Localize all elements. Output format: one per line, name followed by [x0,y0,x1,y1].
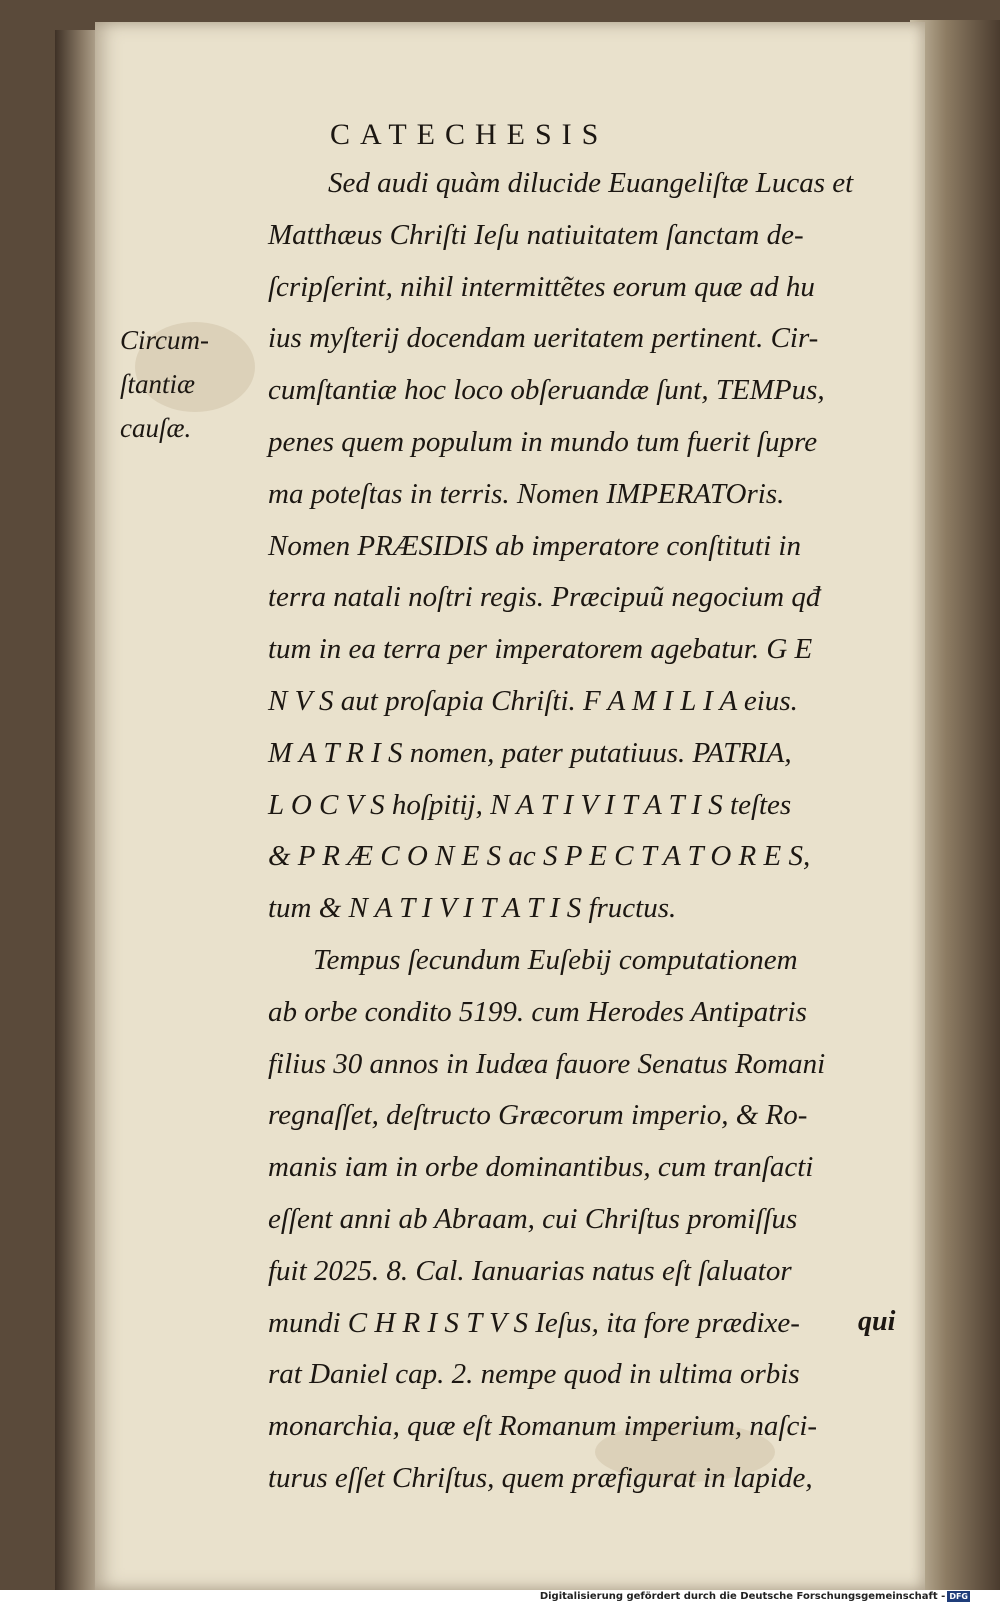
margin-note-line: cauſæ. [120,413,192,443]
book-edge-left [55,30,100,1590]
text-line: N V S aut proſapia Chriſti. F A M I L I A eius. [268,684,798,717]
text-line: ma poteſtas in terris. Nomen IMPERATOris. [268,477,785,510]
text-line: mundi C H R I S T V S Ieſus, ita fore prædixe- [268,1306,800,1339]
text-line: Nomen PRÆSIDIS ab imperatore conſtituti in [268,529,801,562]
text-line: regnaſſet, deſtructo Græcorum imperio, & Ro- [268,1099,808,1132]
text-line: eſſent anni ab Abraam, cui Chriſtus promiſſus [268,1202,798,1235]
dfg-logo-icon: DFG [949,1592,968,1601]
margin-note [120,318,260,450]
text-line: fuit 2025. 8. Cal. Ianuarias natus eſt ſaluator [268,1254,792,1287]
text-line: ius myſterij docendam ueritatem pertinent. Cir- [268,322,819,355]
margin-note-line: ſtantiæ [120,369,196,399]
catchword: qui [858,1306,896,1337]
text-line: rat Daniel cap. 2. nempe quod in ultima orbis [268,1358,800,1391]
text-line: cumſtantiæ hoc loco obſeruandæ ſunt, TEMPus, [268,374,825,407]
text-line: M A T R I S nomen, pater putatiuus. PATRIA, [268,736,792,769]
text-line: tum & N A T I V I T A T I S fructus. [268,892,677,925]
text-line: Sed audi quàm dilucide Euangeliſtæ Lucas et [328,167,854,199]
running-head: CATECHESIS [330,118,609,151]
text-line: Tempus ſecundum Euſebij computationem [313,943,798,976]
text-line: Matthæus Chriſti Ieſu natiuitatem ſanctam de- [268,218,804,251]
footer-credit [540,1591,970,1602]
margin-note-line: Circum- [120,325,209,355]
text-line: turus eſſet Chriſtus, quem præfigurat in lapide, [268,1461,813,1494]
body-text [268,158,928,1505]
text-line: L O C V S hoſpitij, N A T I V I T A T I S teſtes [268,788,792,821]
text-line: ab orbe condito 5199. cum Herodes Antipatris [268,995,807,1028]
text-line: manis iam in orbe dominantibus, cum tranſacti [268,1151,814,1184]
text-line: filius 30 annos in Iudæa fauore Senatus Romani [268,1047,826,1080]
text-line: ſcripſerint, nihil intermittẽtes eorum quæ ad hu [268,270,815,303]
text-line: terra natali noſtri regis. Præcipuũ negocium qđ [268,581,821,614]
text-line: penes quem populum in mundo tum fuerit ſupre [268,425,818,458]
text-line: tum in ea terra per imperatorem agebatur. G E [268,633,813,666]
text-line: & P R Æ C O N E S ac S P E C T A T O R E S, [268,840,811,873]
footer-credit-text: Digitalisierung gefördert durch die Deutsche Forschungsgemeinschaft - [539,1591,946,1602]
text-line: monarchia, quæ eſt Romanum imperium, naſci- [268,1410,818,1443]
